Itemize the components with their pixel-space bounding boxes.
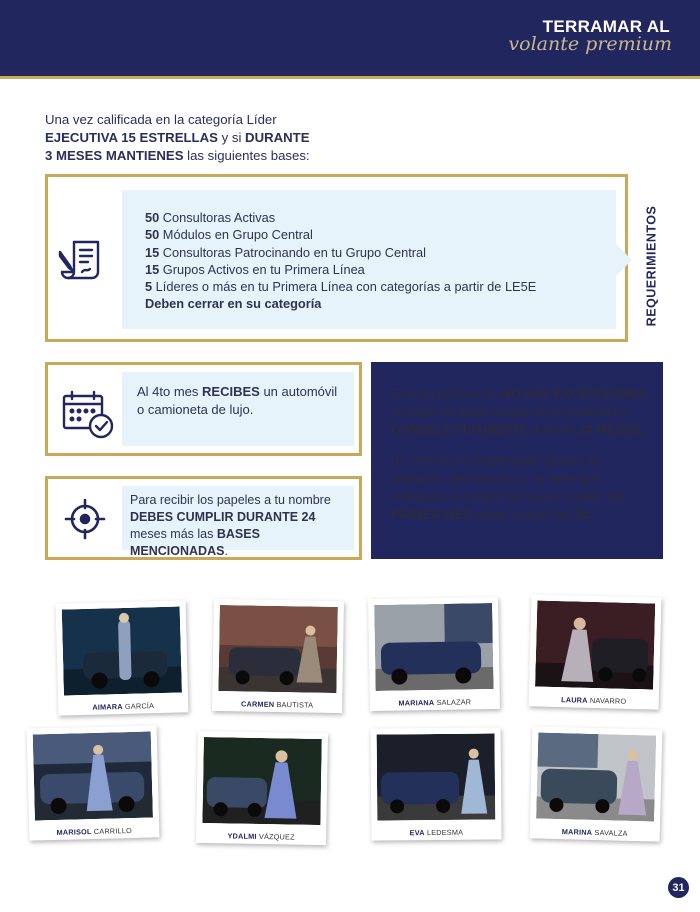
header-gold-divider — [0, 76, 700, 79]
winner-caption: MARISOL CARRILLO — [56, 825, 133, 837]
winner-photo — [368, 597, 500, 711]
winner-caption: CARMEN BAUTISTA — [240, 699, 314, 710]
reward-text: Al 4to mes RECIBES un automóvil o camioneta de lujo. — [137, 384, 338, 417]
winner-photo — [56, 600, 189, 715]
winner-caption: AIMARA GARCÍA — [92, 701, 155, 712]
requirement-item: 5 Líderes o más en tu Primera Línea con categorías a partir de LE5E — [145, 279, 537, 295]
conditions-paragraph-1: En esta promoción NO HAY EXCEPCIONES. La base se debe cumplir en su totalidad y CONSECUTIVAMENTE durante 24 MESES. — [391, 386, 650, 437]
brand-title: TERRAMAR AL — [542, 17, 670, 36]
requirements-list — [145, 209, 595, 313]
winner-car-image — [202, 737, 321, 825]
winner-caption: EVA LEDESMA — [409, 827, 464, 838]
requirement-item: 50 Consultoras Activas — [145, 210, 276, 225]
document-signature-icon — [56, 236, 108, 288]
requirement-item: 50 Módulos en Grupo Central — [145, 227, 313, 243]
winner-photo — [529, 594, 662, 709]
winner-caption: LAURA NAVARRO — [561, 695, 627, 706]
requirement-item: 15 Consultoras Patrocinando en tu Grupo Central — [145, 244, 426, 260]
conditions-paragraph-2: Un mes de incumplimiento genera la anulación del histórico y se tiene que comenzar a cumplir las bases a partir del PRIMER MES hasta cumplir los 24. — [391, 453, 625, 522]
winner-car-image — [374, 603, 493, 691]
requirements-pointer — [616, 244, 632, 276]
winner-photo — [530, 726, 663, 841]
requirement-closing: Deben cerrar en su categoría — [145, 296, 322, 312]
target-icon — [64, 498, 106, 540]
winner-car-image — [536, 732, 656, 821]
winner-photo — [371, 727, 502, 840]
winner-caption: MARIANA SALAZAR — [398, 697, 472, 708]
winner-caption: YDALMI VÁZQUEZ — [227, 831, 295, 842]
winner-car-image — [535, 600, 655, 689]
calendar-check-icon — [60, 388, 116, 440]
intro-text: Una vez calificada en la categoría Líder EJECUTIVA 15 ESTRELLAS y si DURANTE 3 MESES MANTIENES las siguientes bases: — [45, 112, 310, 163]
papers-text: Para recibir los papeles a tu nombre DEBES CUMPLIR DURANTE 24 meses más las BASES MENCIONADAS. — [130, 493, 331, 558]
winner-caption: MARINA SAVALZA — [561, 827, 628, 838]
page-number: 31 — [668, 877, 689, 898]
winner-car-image — [33, 731, 153, 820]
winner-car-image — [377, 733, 496, 820]
winner-photo — [27, 725, 160, 840]
winner-photo — [196, 731, 328, 845]
requirements-label: REQUERIMIENTOS — [644, 205, 659, 327]
brand-subtitle: volante premium — [508, 33, 672, 55]
winner-photo — [212, 599, 344, 713]
winner-car-image — [218, 605, 337, 693]
winner-car-image — [62, 606, 182, 695]
requirement-item: 15 Grupos Activos en tu Primera Línea — [145, 261, 365, 277]
